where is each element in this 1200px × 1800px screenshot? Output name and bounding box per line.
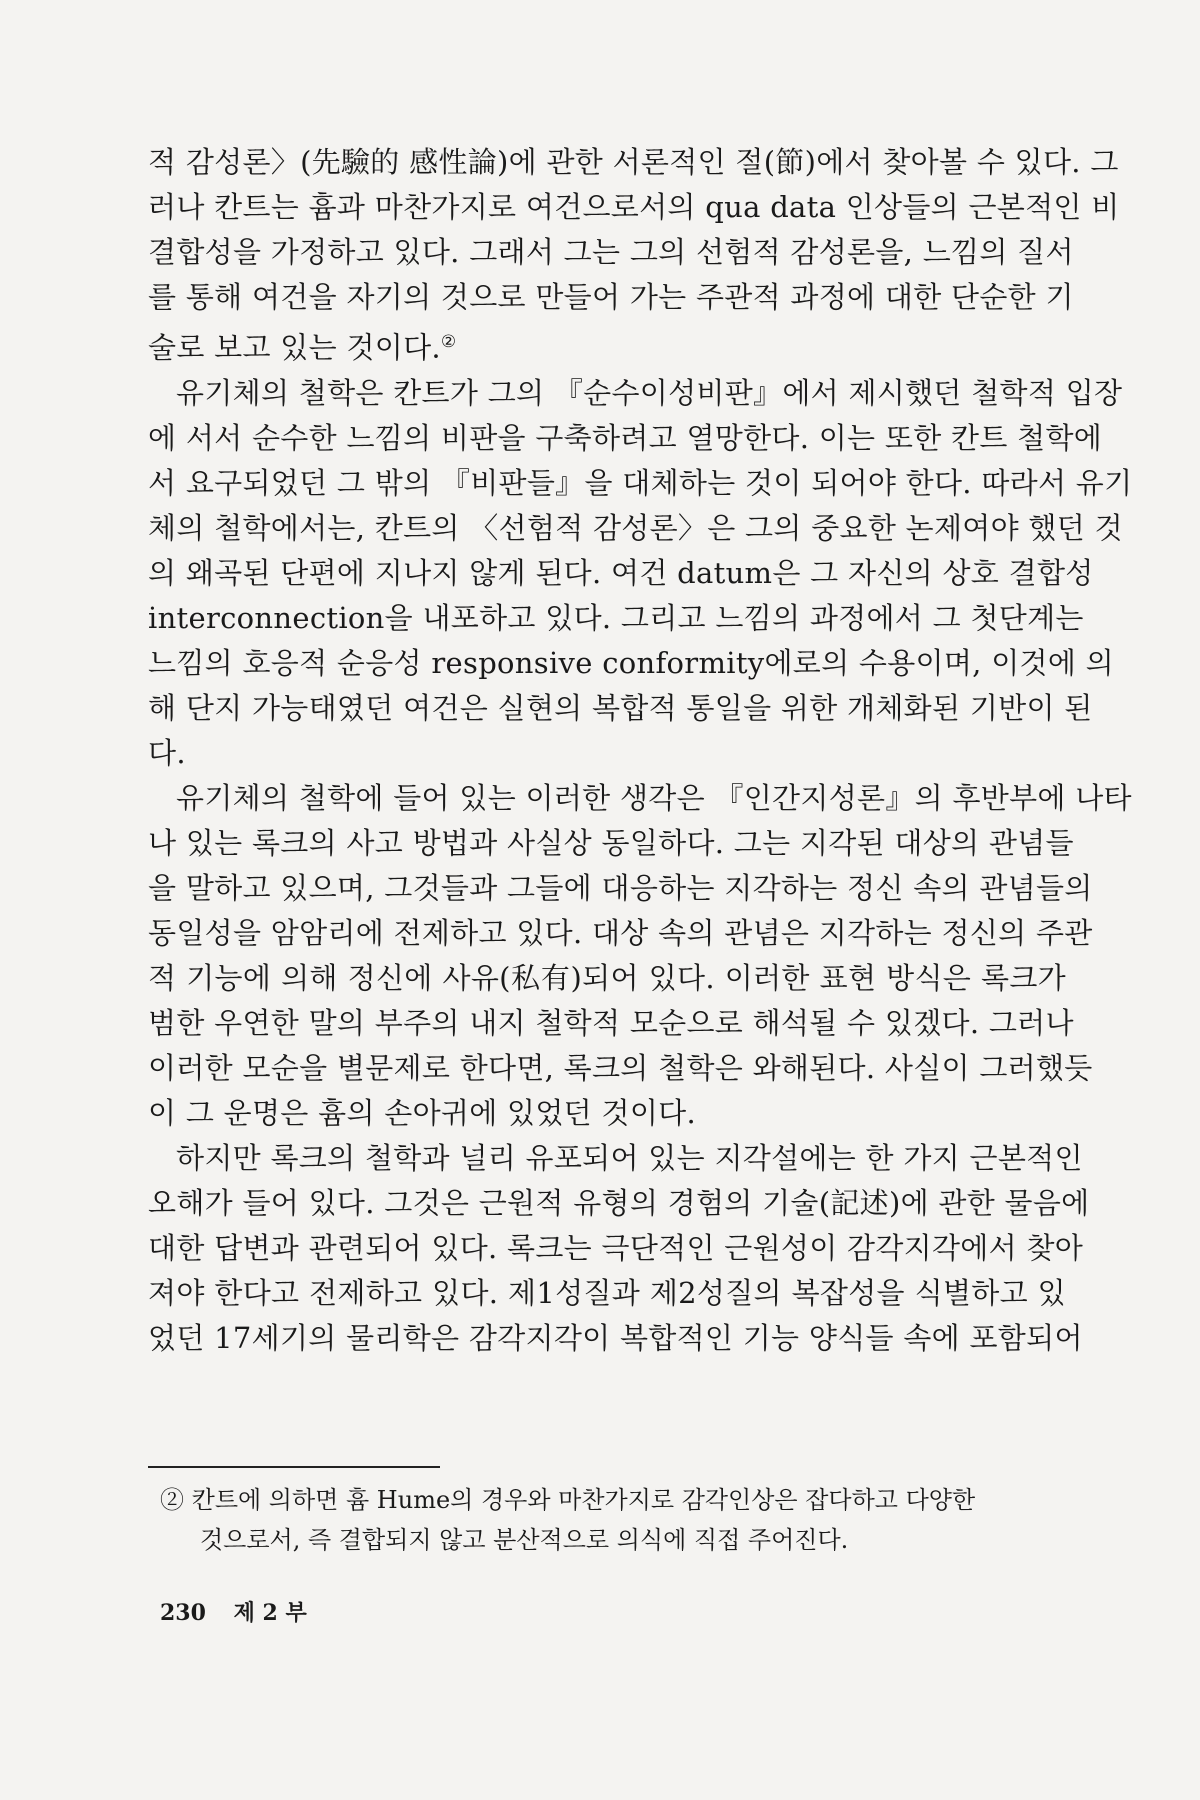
footnote	[160, 1480, 1060, 1560]
text-line-content: 술로 보고 있는 것이다.	[148, 330, 441, 365]
text-line: 러나 칸트는 흄과 마찬가지로 여건으로서의 qua data 인상들의 근본적인 비	[148, 190, 1120, 224]
text-line: 유기체의 철학에 들어 있는 이러한 생각은 『인간지성론』의 후반부에 나타	[176, 780, 1132, 815]
text-line: 결합성을 가정하고 있다. 그래서 그는 그의 선험적 감성론을, 느낌의 질서	[148, 235, 1074, 269]
text-line: 느낌의 호응적 순응성 responsive conformity에로의 수용이며, 이것에 의	[148, 645, 1114, 680]
text-line: 져야 한다고 전제하고 있다. 제1성질과 제2성질의 복잡성을 식별하고 있	[148, 1275, 1066, 1310]
footnote-line: ② 칸트에 의하면 흄 Hume의 경우와 마찬가지로 감각인상은 잡다하고 다양한	[160, 1486, 976, 1514]
text-line: 오해가 들어 있다. 그것은 근원적 유형의 경험의 기술(記述)에 관한 물음에	[148, 1185, 1090, 1220]
text-line: 해 단지 가능태였던 여건은 실현의 복합적 통일을 위한 개체화된 기반이 된	[148, 690, 1093, 725]
page-number: 230	[160, 1600, 206, 1626]
body-text	[148, 140, 1133, 1361]
paragraph-1	[148, 140, 1120, 371]
text-line: interconnection을 내포하고 있다. 그리고 느낌의 과정에서 그 첫단계는	[148, 600, 1084, 635]
text-line	[148, 320, 1066, 371]
text-line: 나 있는 록크의 사고 방법과 사실상 동일하다. 그는 지각된 대상의 관념들	[148, 825, 1074, 860]
text-line: 를 통해 여건을 자기의 것으로 만들어 가는 주관적 과정에 대한 단순한 기	[148, 280, 1074, 314]
footnote-mark: ②	[440, 332, 457, 352]
text-line: 이 그 운명은 흄의 손아귀에 있었던 것이다.	[148, 1095, 696, 1130]
text-line: 에 서서 순수한 느낌의 비판을 구축하려고 열망한다. 이는 또한 칸트 철학에	[148, 420, 1103, 455]
part-label: 제 2 부	[233, 1600, 307, 1626]
text-line: 체의 철학에서는, 칸트의 〈선험적 감성론〉은 그의 중요한 논제여야 했던 것	[148, 510, 1123, 545]
paragraph-3	[148, 776, 1132, 1136]
text-line: 적 감성론〉(先驗的 感性論)에 관한 서론적인 절(節)에서 찾아볼 수 있다. 그	[148, 145, 1119, 179]
paragraph-2	[148, 371, 1133, 776]
text-line: 범한 우연한 말의 부주의 내지 철학적 모순으로 해석될 수 있겠다. 그러나	[148, 1005, 1074, 1040]
footnote-line: 것으로서, 즉 결합되지 않고 분산적으로 의식에 직접 주어진다.	[200, 1526, 849, 1554]
page-footer	[160, 1596, 327, 1627]
text-line: 유기체의 철학은 칸트가 그의 『순수이성비판』에서 제시했던 철학적 입장	[176, 375, 1123, 410]
text-line: 하지만 록크의 철학과 널리 유포되어 있는 지각설에는 한 가지 근본적인	[176, 1140, 1083, 1175]
text-line: 다.	[148, 735, 186, 770]
text-line: 동일성을 암암리에 전제하고 있다. 대상 속의 관념은 지각하는 정신의 주관	[148, 915, 1093, 950]
text-line: 의 왜곡된 단편에 지나지 않게 된다. 여건 datum은 그 자신의 상호 결합성	[148, 555, 1094, 590]
text-line: 이러한 모순을 별문제로 한다면, 록크의 철학은 와해된다. 사실이 그러했듯	[148, 1050, 1093, 1085]
text-line: 었던 17세기의 물리학은 감각지각이 복합적인 기능 양식들 속에 포함되어	[148, 1320, 1083, 1355]
text-line: 적 기능에 의해 정신에 사유(私有)되어 있다. 이러한 표현 방식은 록크가	[148, 960, 1066, 995]
text-line: 을 말하고 있으며, 그것들과 그들에 대응하는 지각하는 정신 속의 관념들의	[148, 870, 1093, 905]
footnote-divider	[148, 1466, 440, 1468]
text-line: 서 요구되었던 그 밖의 『비판들』을 대체하는 것이 되어야 한다. 따라서 유기	[148, 465, 1133, 500]
text-line: 대한 답변과 관련되어 있다. 록크는 극단적인 근원성이 감각지각에서 찾아	[148, 1230, 1084, 1265]
paragraph-4	[148, 1136, 1090, 1361]
